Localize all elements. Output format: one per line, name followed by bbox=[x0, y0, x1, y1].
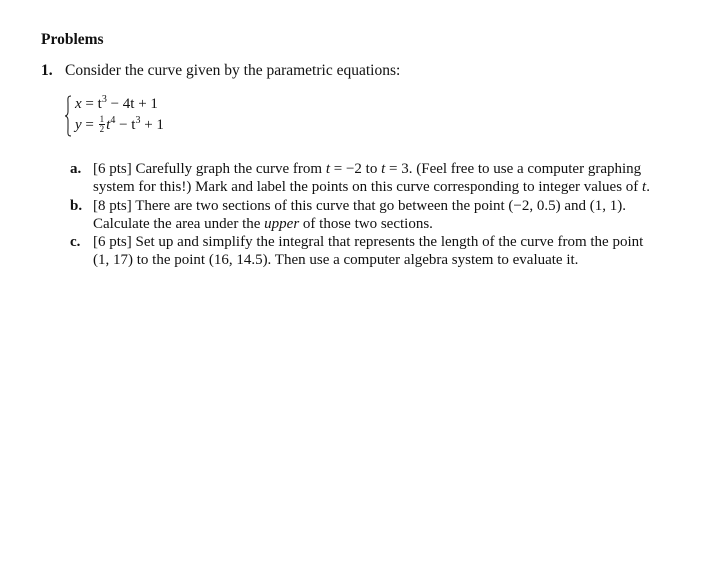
x-rhs-a: = t bbox=[81, 96, 102, 112]
text-segment: . bbox=[646, 179, 650, 196]
sub-question-label: a. bbox=[70, 161, 82, 177]
problem-number: 1. bbox=[41, 62, 53, 79]
fraction-numerator: 1 bbox=[99, 114, 105, 124]
sub-question-list bbox=[70, 160, 660, 270]
x-equation bbox=[75, 96, 158, 113]
variable-t: t bbox=[325, 161, 331, 177]
y-eq: = bbox=[81, 116, 98, 133]
emphasis-upper: upper bbox=[264, 215, 300, 232]
one-half-fraction bbox=[99, 115, 106, 134]
problem-text: Consider the curve given by the parametric equations: bbox=[65, 62, 401, 79]
text-segment: [8 pts] There are two sections of this curve that go between the point (−2, 0.5) and (1, 1). Calculate the area under the bbox=[93, 197, 627, 232]
sub-question-label: c. bbox=[70, 234, 81, 251]
y-t1: t bbox=[106, 116, 111, 133]
text-segment: [6 pts] Carefully graph the curve from bbox=[93, 161, 326, 177]
variable-t: t bbox=[642, 179, 647, 196]
x-lhs: x bbox=[75, 96, 82, 112]
y-equation bbox=[75, 116, 164, 135]
sub-question-b bbox=[70, 197, 660, 234]
x-exp-a: 3 bbox=[101, 94, 107, 105]
x-rhs-b: − 4t + 1 bbox=[106, 96, 158, 112]
y-lhs: y bbox=[75, 116, 82, 133]
text-segment: = 3. (Feel free to use a computer graphing system for this!) Mark and label the points on this curve corresponding to integer values of bbox=[93, 161, 643, 196]
sub-question-label: b. bbox=[70, 197, 83, 214]
sub-question-a bbox=[70, 160, 660, 197]
text-segment: of those two sections. bbox=[299, 215, 433, 232]
parametric-system bbox=[64, 95, 264, 139]
sub-question-text bbox=[93, 198, 626, 232]
y-exp-1: 4 bbox=[110, 114, 116, 126]
section-heading: Problems bbox=[41, 31, 104, 48]
y-exp-2: 3 bbox=[135, 114, 141, 126]
sub-question-text: [6 pts] Set up and simplify the integral that represents the length of the curve from the point (1, 17) to the point (16, 14.5). Then use a computer algebra system to evaluate it. bbox=[93, 234, 644, 269]
problem-statement bbox=[41, 62, 400, 80]
sub-question-text bbox=[93, 161, 650, 195]
sub-question-c bbox=[70, 233, 660, 270]
text-segment: = −2 to bbox=[330, 161, 382, 177]
variable-t: t bbox=[381, 161, 386, 177]
fraction-denominator: 2 bbox=[99, 124, 105, 134]
y-tail: + 1 bbox=[140, 116, 164, 133]
y-mid: − t bbox=[115, 116, 136, 133]
left-brace-icon bbox=[64, 95, 72, 137]
